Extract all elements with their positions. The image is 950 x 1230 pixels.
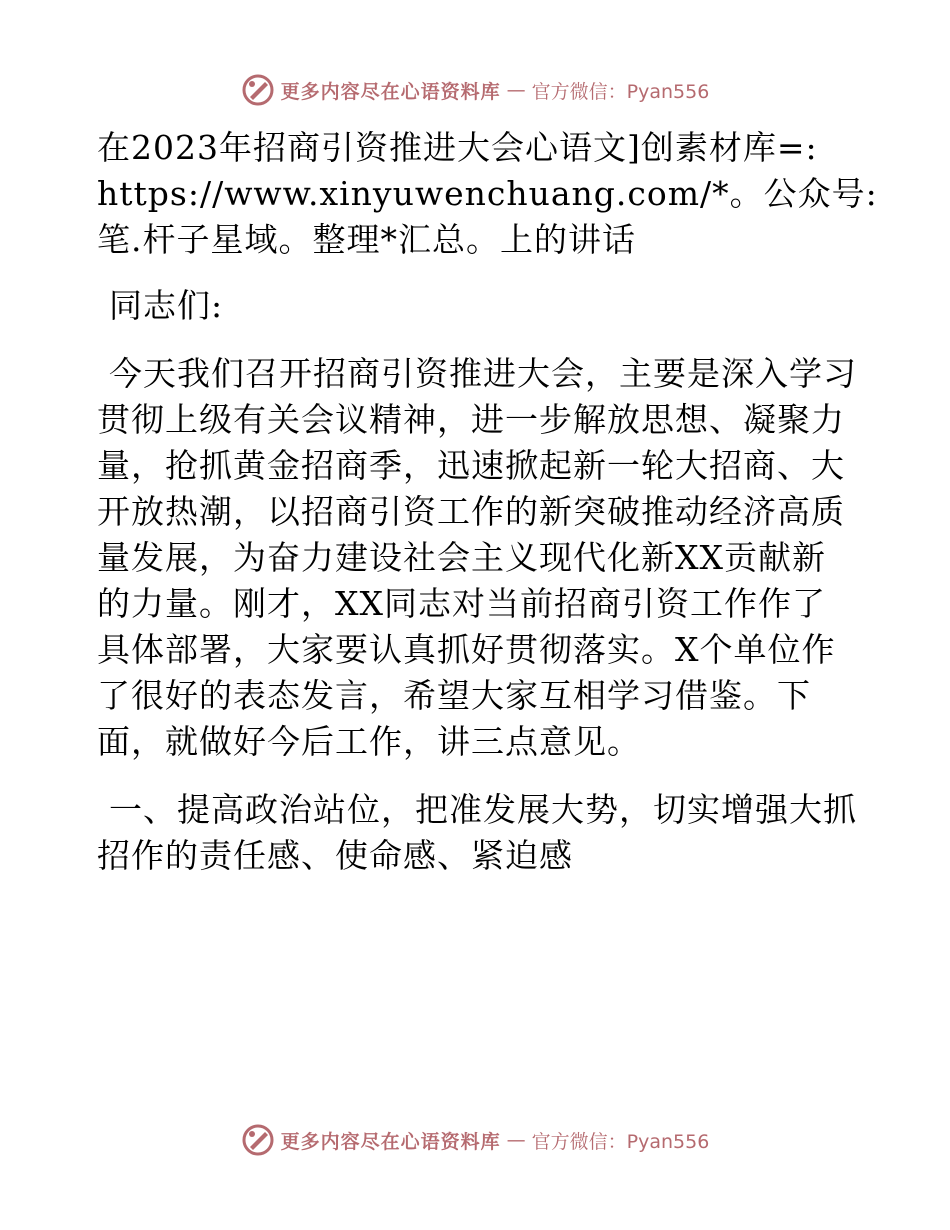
watermark-header: [0, 70, 950, 110]
watermark-wechat-text: 官方微信：Pyan556: [531, 80, 710, 103]
watermark-site-text: 更多内容尽在心语资料库: [280, 1130, 501, 1153]
watermark-footer: [0, 1120, 950, 1160]
document-title: [97, 125, 878, 263]
section-heading: 一、提高政治站位，把准发展大势，切实增强大抓招作的责任感、使命感、紧迫感: [97, 790, 857, 875]
watermark-site-text: 更多内容尽在心语资料库: [280, 80, 501, 103]
watermark-separator: —: [506, 79, 526, 101]
body-paragraph: 今天我们召开招商引资推进大会，主要是深入学习贯彻上级有关会议精神，进一步解放思想、凝聚力量，抢抓黄金招商季，迅速掀起新一轮大招商、大开放热潮，以招商引资工作的新突破推动经济高质量发展，为奋力建设社会主义现代化新XX贡献新的力量。刚才，XX同志对当前招商引资工作作了具体部署，大家要认真抓好贯彻落实。X个单位作了很好的表态发言，希望大家互相学习借鉴。下面，就做好今后工作，讲三点意见。: [97, 354, 857, 761]
watermark-separator: —: [506, 1129, 526, 1151]
title-line: https://www.xinyuwenchuang.com/*。公众号:: [97, 174, 878, 213]
document-body: [97, 125, 878, 879]
title-line: 笔.杆子星域。整理*汇总。上的讲话: [97, 220, 636, 259]
title-line: 在2023年招商引资推进大会心语文]创素材库=:: [97, 128, 818, 167]
brand-logo-icon: [241, 1123, 275, 1157]
brand-logo-icon: [241, 73, 275, 107]
watermark-wechat-text: 官方微信：Pyan556: [531, 1130, 710, 1153]
greeting: 同志们:: [109, 286, 224, 325]
